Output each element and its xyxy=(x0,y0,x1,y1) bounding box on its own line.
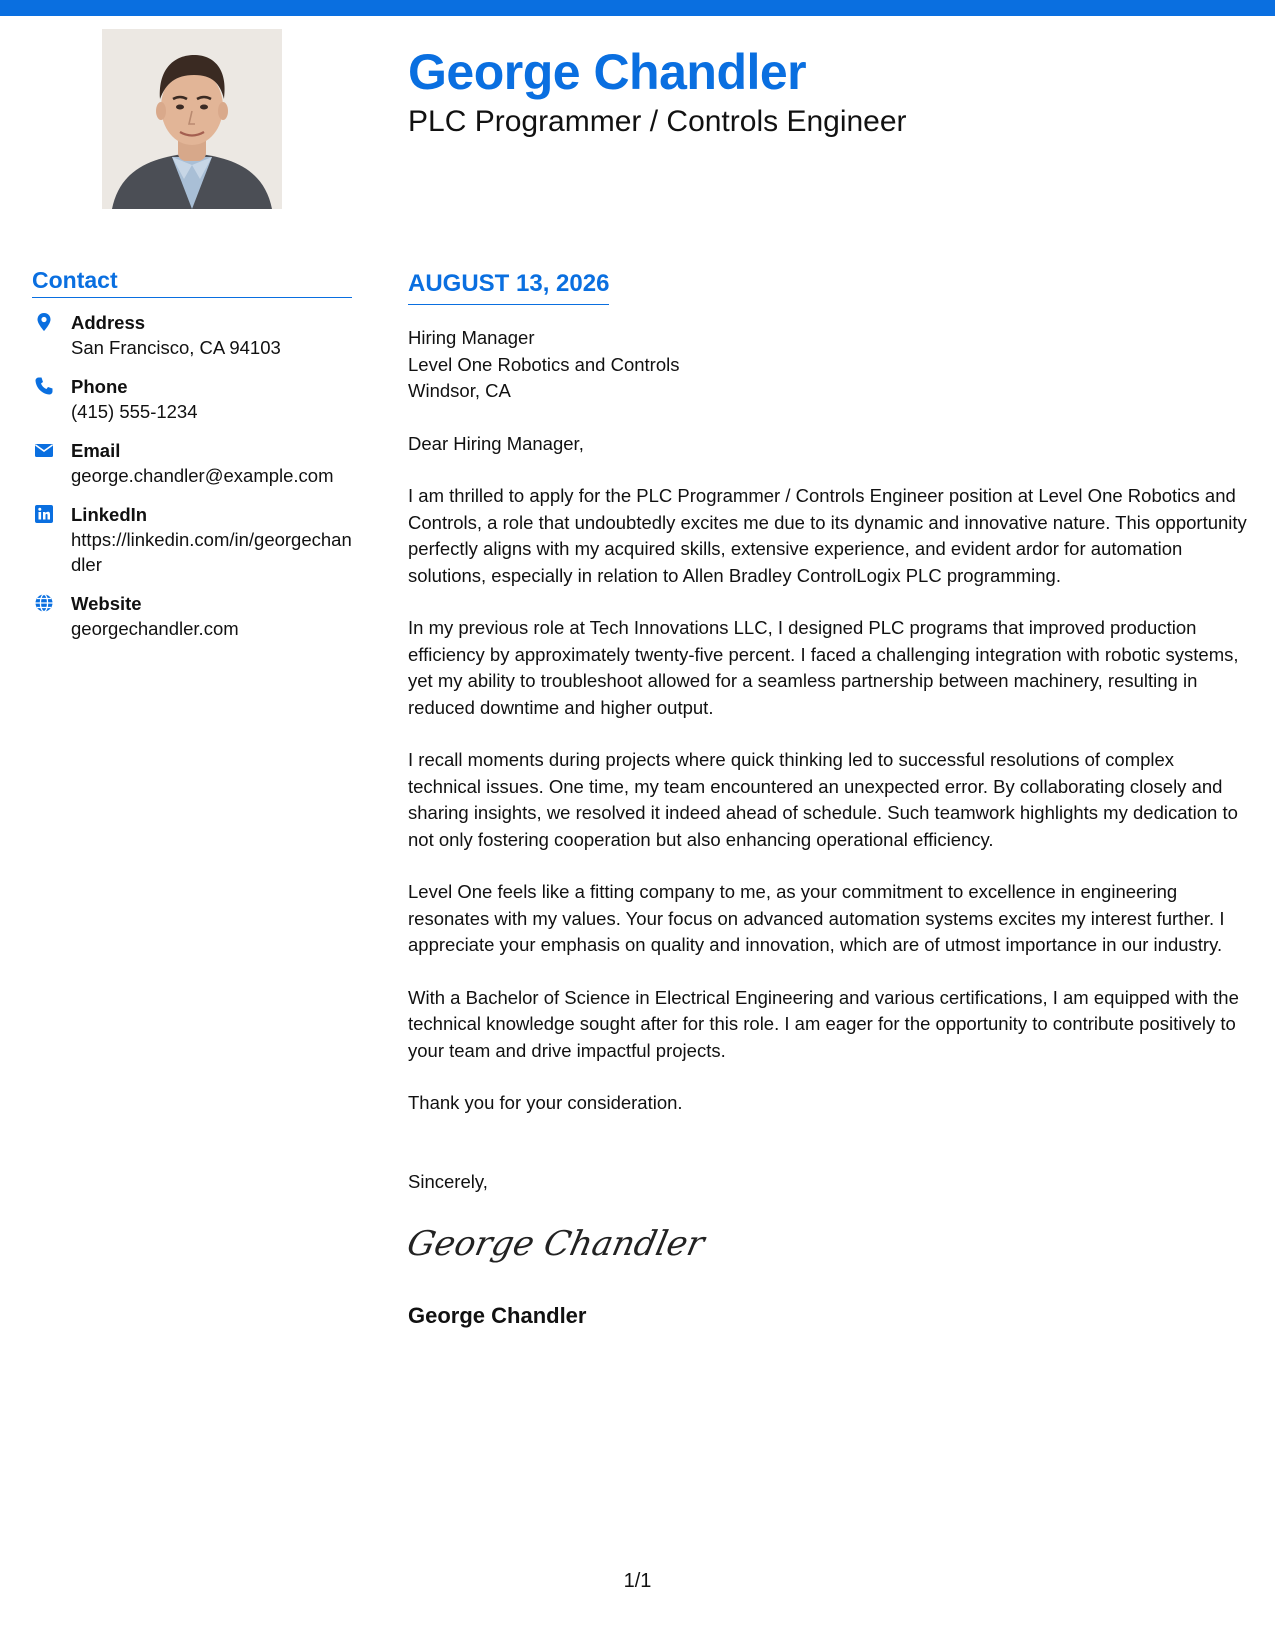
contact-linkedin xyxy=(32,502,352,577)
job-title: PLC Programmer / Controls Engineer xyxy=(408,105,907,138)
linkedin-value[interactable]: https://linkedin.com/in/georgechandler xyxy=(71,529,352,575)
applicant-name: George Chandler xyxy=(408,44,807,100)
signer-name: George Chandler xyxy=(408,1303,587,1328)
salutation: Dear Hiring Manager, xyxy=(408,432,584,454)
letter-paragraph: Thank you for your consideration. xyxy=(408,1092,683,1113)
letter-paragraph: I am thrilled to apply for the PLC Programmer / Controls Engineer position at Level One Robotics and Controls, a role that undoubtedly excites me due to its dynamic and innovative nature. This opportunity perfectly aligns with my acquired skills, extensive experience, and evident ardor for automation solutions, especially in relation to Allen Bradley ControlLogix PLC programming. xyxy=(408,485,1247,586)
profile-photo xyxy=(102,29,282,209)
globe-icon xyxy=(34,593,54,613)
website-label: Website xyxy=(71,593,142,614)
letter-body xyxy=(403,268,1248,1330)
contact-heading: Contact xyxy=(32,265,352,298)
email-icon xyxy=(34,440,54,460)
email-label: Email xyxy=(71,440,121,461)
phone-label: Phone xyxy=(71,376,128,397)
contact-phone xyxy=(32,374,352,424)
handwritten-signature xyxy=(403,1215,708,1271)
contact-website xyxy=(32,591,352,641)
address-value: San Francisco, CA 94103 xyxy=(71,337,281,358)
address-label: Address xyxy=(71,312,146,333)
email-value[interactable]: george.chandler@example.com xyxy=(71,465,334,486)
letter-paragraph: In my previous role at Tech Innovations LLC, I designed PLC programs that improved production efficiency by approximately twenty-five percent. I faced a challenging integration with robotic systems, yet my ability to troubleshoot allowed for a seamless partnership between machinery, resulting in reduced downtime and higher output. xyxy=(408,617,1239,718)
phone-icon xyxy=(34,376,54,396)
signature-text: George Chandler xyxy=(403,1224,708,1264)
recipient-line: Hiring Manager xyxy=(408,327,535,348)
contact-list xyxy=(32,310,352,641)
page-number: 1/1 xyxy=(623,1570,652,1592)
website-value[interactable]: georgechandler.com xyxy=(71,618,239,639)
letter-paragraph: I recall moments during projects where quick thinking led to successful resolutions of complex technical issues. One time, my team encountered an unexpected error. By collaborating closely and sharing insights, we resolved it indeed ahead of schedule. Such teamwork highlights my dedication to not only fostering cooperation but also enhancing operational efficiency. xyxy=(408,749,1238,850)
contact-sidebar xyxy=(32,265,352,655)
recipient-line: Windsor, CA xyxy=(408,380,511,401)
phone-value: (415) 555-1234 xyxy=(71,401,198,422)
contact-email xyxy=(32,438,352,488)
contact-address xyxy=(32,310,352,360)
top-accent-bar xyxy=(0,0,1275,16)
linkedin-label: LinkedIn xyxy=(71,504,148,525)
letter-paragraph: Level One feels like a fitting company to me, as your commitment to excellence in engineering resonates with my values. Your focus on advanced automation systems excites my interest further. I appreciate your emphasis on quality and innovation, which are of utmost importance in our industry. xyxy=(408,881,1225,955)
letter-date: AUGUST 13, 2026 xyxy=(408,268,609,305)
closing: Sincerely, xyxy=(408,1170,488,1192)
location-pin-icon xyxy=(34,312,54,332)
recipient-block xyxy=(408,325,1248,405)
recipient-line: Level One Robotics and Controls xyxy=(408,353,680,375)
linkedin-icon xyxy=(34,504,54,524)
letter-paragraph: With a Bachelor of Science in Electrical Engineering and various certifications, I am equipped with the technical knowledge sought after for this role. I am eager for the opportunity to contribute positively to your team and drive impactful projects. xyxy=(408,986,1239,1061)
